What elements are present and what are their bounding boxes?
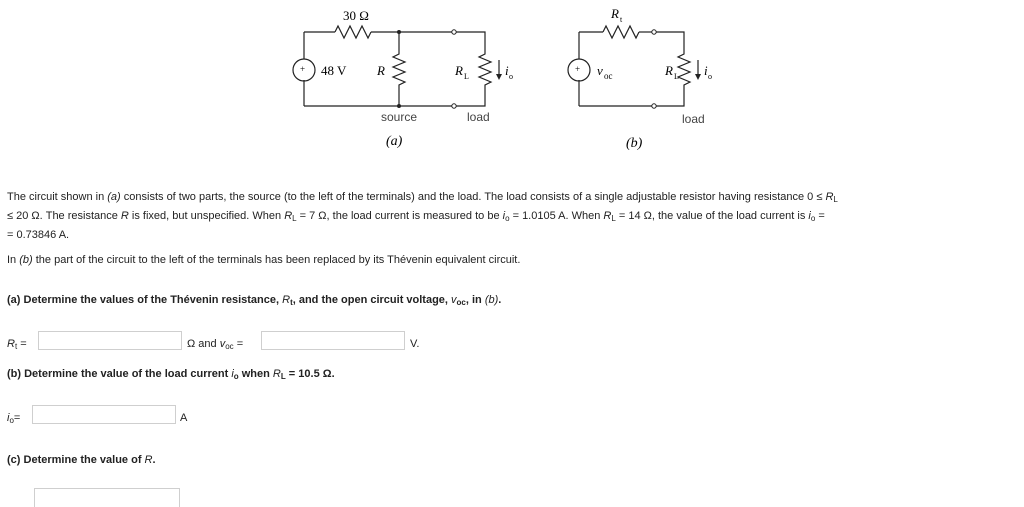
label-rt: R bbox=[611, 6, 619, 21]
question-b: (b) Determine the value of the load current $i_o$ when $R_L = 10.5$ Ω. bbox=[7, 368, 335, 381]
node-a-bottom bbox=[397, 104, 401, 108]
circuit-diagram bbox=[0, 0, 1024, 180]
label-rt-sub: t bbox=[620, 15, 623, 24]
problem-statement: The circuit shown in (a) consists of two parts, the source (to the left of the terminals) and the load. The load consists of a single adjustable resistor having resistance $0 \le R_L$ ≤ 20 Ω. The resistance R is fixed, but unspecified. When $R_L = 7$ Ω, the load current is measured to be $i_o = 1.0105$ A. When $R_L = 14$ Ω, the value of the load current is $i_o$ = = 0.73846 A. bbox=[7, 191, 838, 241]
label-rl-a: R bbox=[455, 63, 463, 78]
caption-a: (a) bbox=[386, 134, 403, 149]
resistor-rt bbox=[603, 26, 639, 38]
io-unit: A bbox=[180, 412, 188, 424]
thevenin-note: In (b) the part of the circuit to the left of the terminals has been replaced by its Thévenin equivalent circuit. bbox=[7, 254, 521, 266]
terminal-b-bottom bbox=[652, 104, 656, 108]
label-voc: v bbox=[597, 63, 603, 78]
label-48v: 48 V bbox=[321, 63, 347, 78]
io-input[interactable] bbox=[32, 405, 176, 424]
r-input[interactable] bbox=[34, 488, 180, 507]
resistor-30-ohm bbox=[335, 26, 371, 38]
label-rl-sub-a: L bbox=[464, 72, 469, 81]
caption-b: (b) bbox=[626, 136, 643, 151]
node-a-top bbox=[397, 30, 401, 34]
terminal-a-bottom bbox=[452, 104, 456, 108]
io-arrowhead-a bbox=[496, 74, 502, 80]
question-a: (a) Determine the values of the Thévenin resistance, $R_t$, and the open circuit voltage, $v_{oc}$, in (b). bbox=[7, 294, 502, 307]
label-rl-sub-b: L bbox=[674, 72, 679, 81]
label-voc-sub: oc bbox=[604, 71, 613, 81]
load-resistor-b bbox=[656, 32, 690, 106]
voc-unit: V. bbox=[410, 338, 420, 350]
rt-unit: Ω and $v_{oc}$ = bbox=[187, 338, 244, 351]
terminal-a-top bbox=[452, 30, 456, 34]
resistor-r bbox=[393, 32, 405, 106]
plus-sign-b: + bbox=[575, 64, 581, 74]
label-r: R bbox=[377, 63, 385, 78]
label-io-sub-b: o bbox=[708, 72, 712, 81]
question-c: (c) Determine the value of R. bbox=[7, 454, 156, 466]
label-io-b: i bbox=[704, 63, 708, 78]
io-arrowhead-b bbox=[695, 74, 701, 80]
terminal-b-top bbox=[652, 30, 656, 34]
load-caption-a: load bbox=[467, 110, 490, 124]
rt-input[interactable] bbox=[38, 331, 182, 350]
voc-input[interactable] bbox=[261, 331, 405, 350]
label-rl-b: R bbox=[665, 63, 673, 78]
label-io-sub-a: o bbox=[509, 72, 513, 81]
circuit-b bbox=[568, 26, 698, 106]
label-30-ohm: 30 Ω bbox=[343, 8, 369, 23]
plus-sign-a: + bbox=[300, 64, 306, 74]
load-caption-b: load bbox=[682, 112, 705, 126]
io-label: $i_o=$ bbox=[7, 412, 21, 425]
source-caption: source bbox=[381, 110, 418, 124]
label-io-a: i bbox=[505, 63, 509, 78]
rt-label: $R_t$ = bbox=[7, 338, 27, 351]
